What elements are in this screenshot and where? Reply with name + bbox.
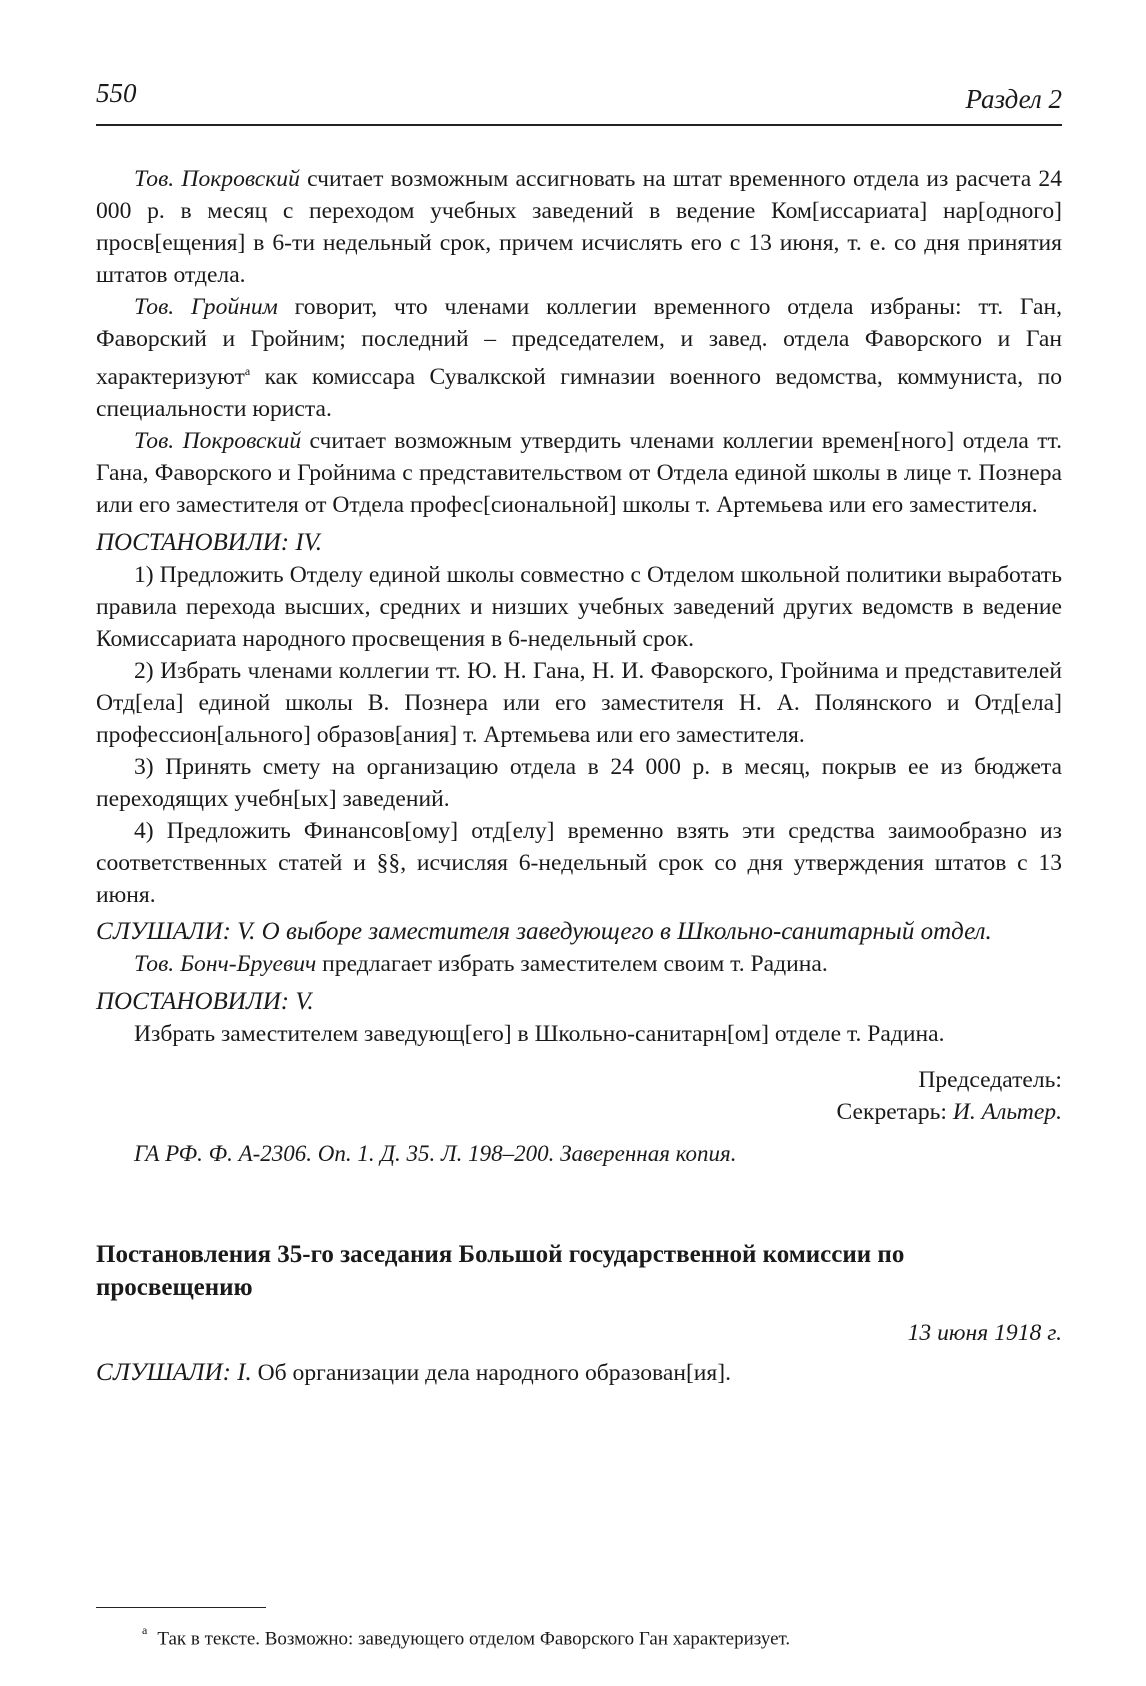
resolution-5-text: Избрать заместителем заведующ[его] в Школьно-санитарн[ом] отделе т. Радина. (134, 1020, 945, 1047)
heard-label: СЛУШАЛИ: I. (96, 1358, 252, 1386)
footnote-marker: а (244, 364, 251, 378)
secretary-label: Секретарь: (836, 1098, 953, 1125)
footnote (142, 1623, 791, 1650)
heard-heading-5: СЛУШАЛИ: V. О выборе заместителя заведующего в Школьно-санитарный отдел. (96, 917, 992, 945)
speaker-name: Тов. Гройним (134, 294, 278, 320)
resolution-item-1: 1) Предложить Отделу единой школы совместно с Отделом школьной политики выработать правила перехода высших, средних и низших учебных заведений других ведомств в ведение Комиссариата народного просвещения в 6-недельный срок. (96, 561, 1062, 652)
resolved-heading-4: ПОСТАНОВИЛИ: IV. (96, 528, 323, 556)
document-date: 13 июня 1918 г. (907, 1319, 1062, 1346)
speaker-name: Тов. Покровский (134, 166, 300, 192)
footnote-divider (96, 1607, 266, 1608)
running-header (96, 78, 1062, 126)
paragraph-pokrovsky-1 (96, 163, 1062, 291)
archive-reference: ГА РФ. Ф. А-2306. Оп. 1. Д. 35. Л. 198–200. Заверенная копия. (134, 1140, 737, 1166)
resolution-item-2: 2) Избрать членами коллегии тт. Ю. Н. Гана, Н. И. Фаворского, Гройнима и представителей Отд[ела] единой школы В. Познера или его заместителя Н. А. Полянского и Отд[ела] профессион[ального] образов[ания] т. Артемьева или его заместителя. (96, 657, 1062, 748)
heard-text: Об организации дела народного образован[ия]. (251, 1359, 732, 1386)
footnote-mark: а (142, 1623, 148, 1637)
chairman-signature: Председатель: (918, 1066, 1062, 1093)
paragraph-text: как комиссара Сувалкской гимназии военного ведомства, коммуниста, по специальности юриста. (96, 363, 1062, 422)
paragraph-text: говорит, что членами коллегии временного отдела избраны: тт. Ган, Фаворский и Гройним; последний – председателем, и завед. отдела Фаворского и Ган характеризуют (96, 294, 1062, 390)
page-body (96, 163, 1062, 1389)
section-title-header: Раздел 2 (965, 84, 1062, 114)
paragraph-groynim (96, 291, 1062, 425)
paragraph-text: считает возможным ассигновать на штат временного отдела из расчета 24 000 р. в месяц с переходом учебных заведений в ведение Ком[иссариата] нар[одного] просв[ещения] в 6-ти недельный срок, причем исчислять его с 13 июня, т. е. со дня принятия штатов отдела. (96, 166, 1062, 288)
secretary-name: И. Альтер. (952, 1098, 1062, 1125)
resolution-item-4: 4) Предложить Финансов[ому] отд[елу] временно взять эти средства заимообразно из соответственных статей и §§, исчисляя 6-недельный срок со дня утверждения штатов с 13 июня. (96, 817, 1062, 908)
paragraph-bonch-bruevich (96, 948, 1062, 980)
resolution-item-3: 3) Принять смету на организацию отдела в 24 000 р. в месяц, покрыв ее из бюджета переходящих учебн[ых] заведений. (96, 753, 1062, 812)
page-number: 550 (96, 78, 137, 108)
paragraph-text: предлагает избрать заместителем своим т. Радина. (316, 950, 828, 977)
document-title: Постановления 35-го заседания Большой государственной комиссии по просвещению (96, 1240, 905, 1301)
resolved-heading-5: ПОСТАНОВИЛИ: V. (96, 987, 314, 1015)
paragraph-text: считает возможным утвердить членами коллегии времен[ного] отдела тт. Гана, Фаворского и Гройнима с представительством от Отдела единой школы в лице т. Познера или его заместителя от Отдела профес[сиональной] школы т. Артемьева или его заместителя. (96, 427, 1063, 518)
heard-heading-1 (96, 1357, 1062, 1389)
speaker-name: Тов. Бонч-Бруевич (134, 950, 317, 977)
paragraph-pokrovsky-2 (96, 425, 1062, 521)
speaker-name: Тов. Покровский (134, 427, 302, 454)
footnote-text: Так в тексте. Возможно: заведующего отделом Фаворского Ган характеризует. (157, 1628, 791, 1650)
secretary-signature (96, 1096, 1062, 1128)
